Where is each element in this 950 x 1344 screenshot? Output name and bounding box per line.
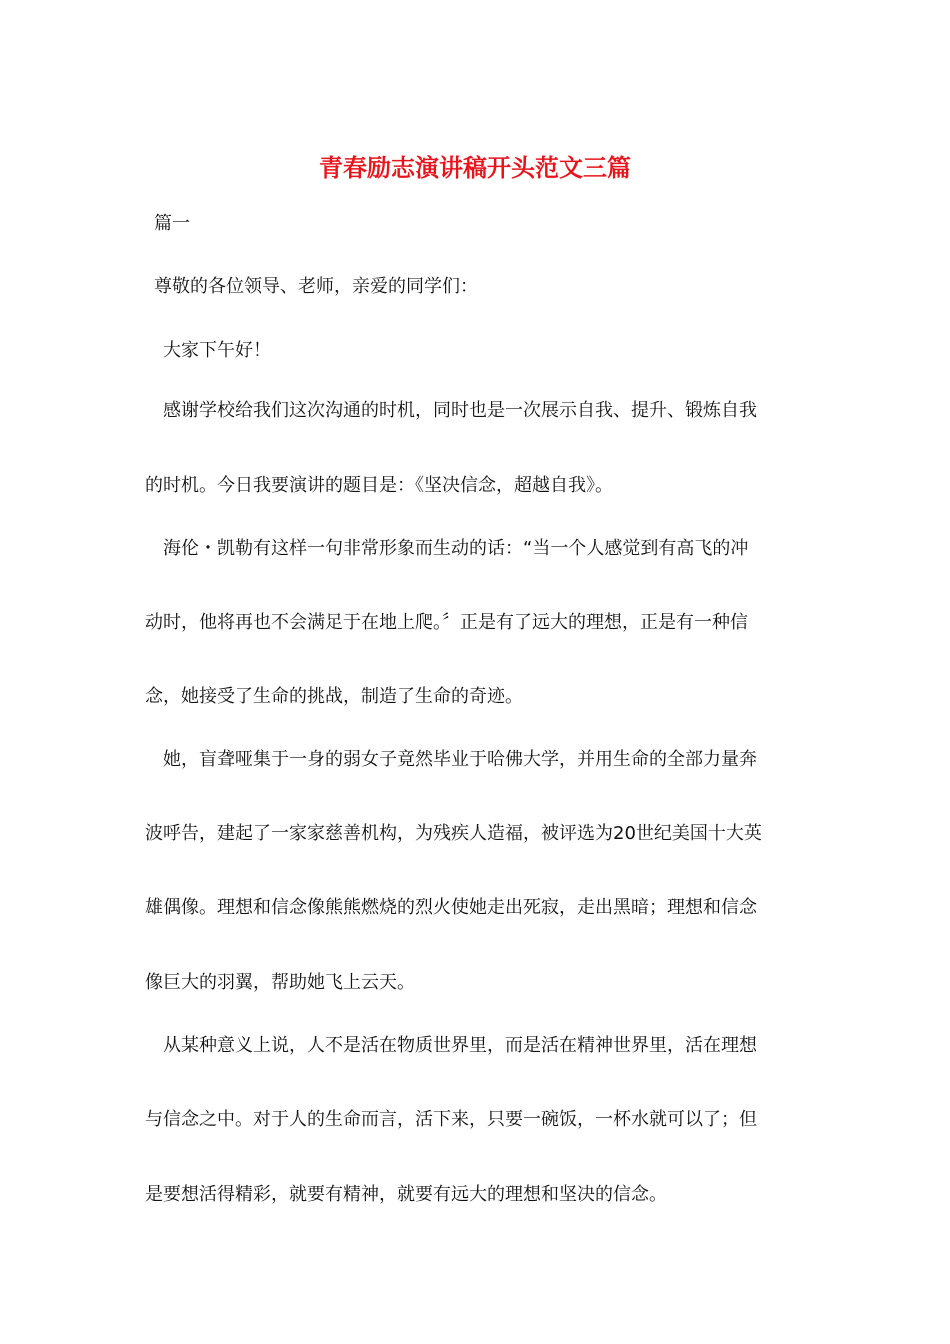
paragraph-line: 像巨大的羽翼，帮助她飞上云天。 [145,972,415,993]
paragraph-line: 海伦・凯勒有这样一句非常形象而生动的话：“当一个人感觉到有高飞的冲 [163,538,749,559]
paragraph-line: 她，盲聋哑集于一身的弱女子竟然毕业于哈佛大学，并用生命的全部力量奔 [163,749,757,770]
section-label: 篇一 [154,213,190,234]
greeting: 大家下午好！ [163,340,271,361]
paragraph-line: 波呼告，建起了一家家慈善机构，为残疾人造福，被评选为20世纪美国十大英 [145,823,762,844]
paragraph-line: 与信念之中。对于人的生命而言，活下来，只要一碗饭，一杯水就可以了；但 [145,1109,757,1130]
document-title: 青春励志演讲稿开头范文三篇 [319,153,631,182]
salutation: 尊敬的各位领导、老师，亲爱的同学们： [154,276,478,297]
paragraph-line: 动时，他将再也不会满足于在地上爬。〞正是有了远大的理想，正是有一种信 [145,612,748,633]
paragraph-line: 念，她接受了生命的挑战，制造了生命的奇迹。 [145,686,523,707]
paragraph-line: 是要想活得精彩，就要有精神，就要有远大的理想和坚决的信念。 [145,1184,667,1205]
paragraph-line: 雄偶像。理想和信念像熊熊燃烧的烈火使她走出死寂，走出黑暗；理想和信念 [145,897,757,918]
paragraph-line: 感谢学校给我们这次沟通的时机，同时也是一次展示自我、提升、锻炼自我 [163,400,757,421]
paragraph-line: 从某种意义上说，人不是活在物质世界里，而是活在精神世界里，活在理想 [163,1035,757,1056]
paragraph-line: 的时机。今日我要演讲的题目是：《坚决信念，超越自我》。 [145,475,613,496]
